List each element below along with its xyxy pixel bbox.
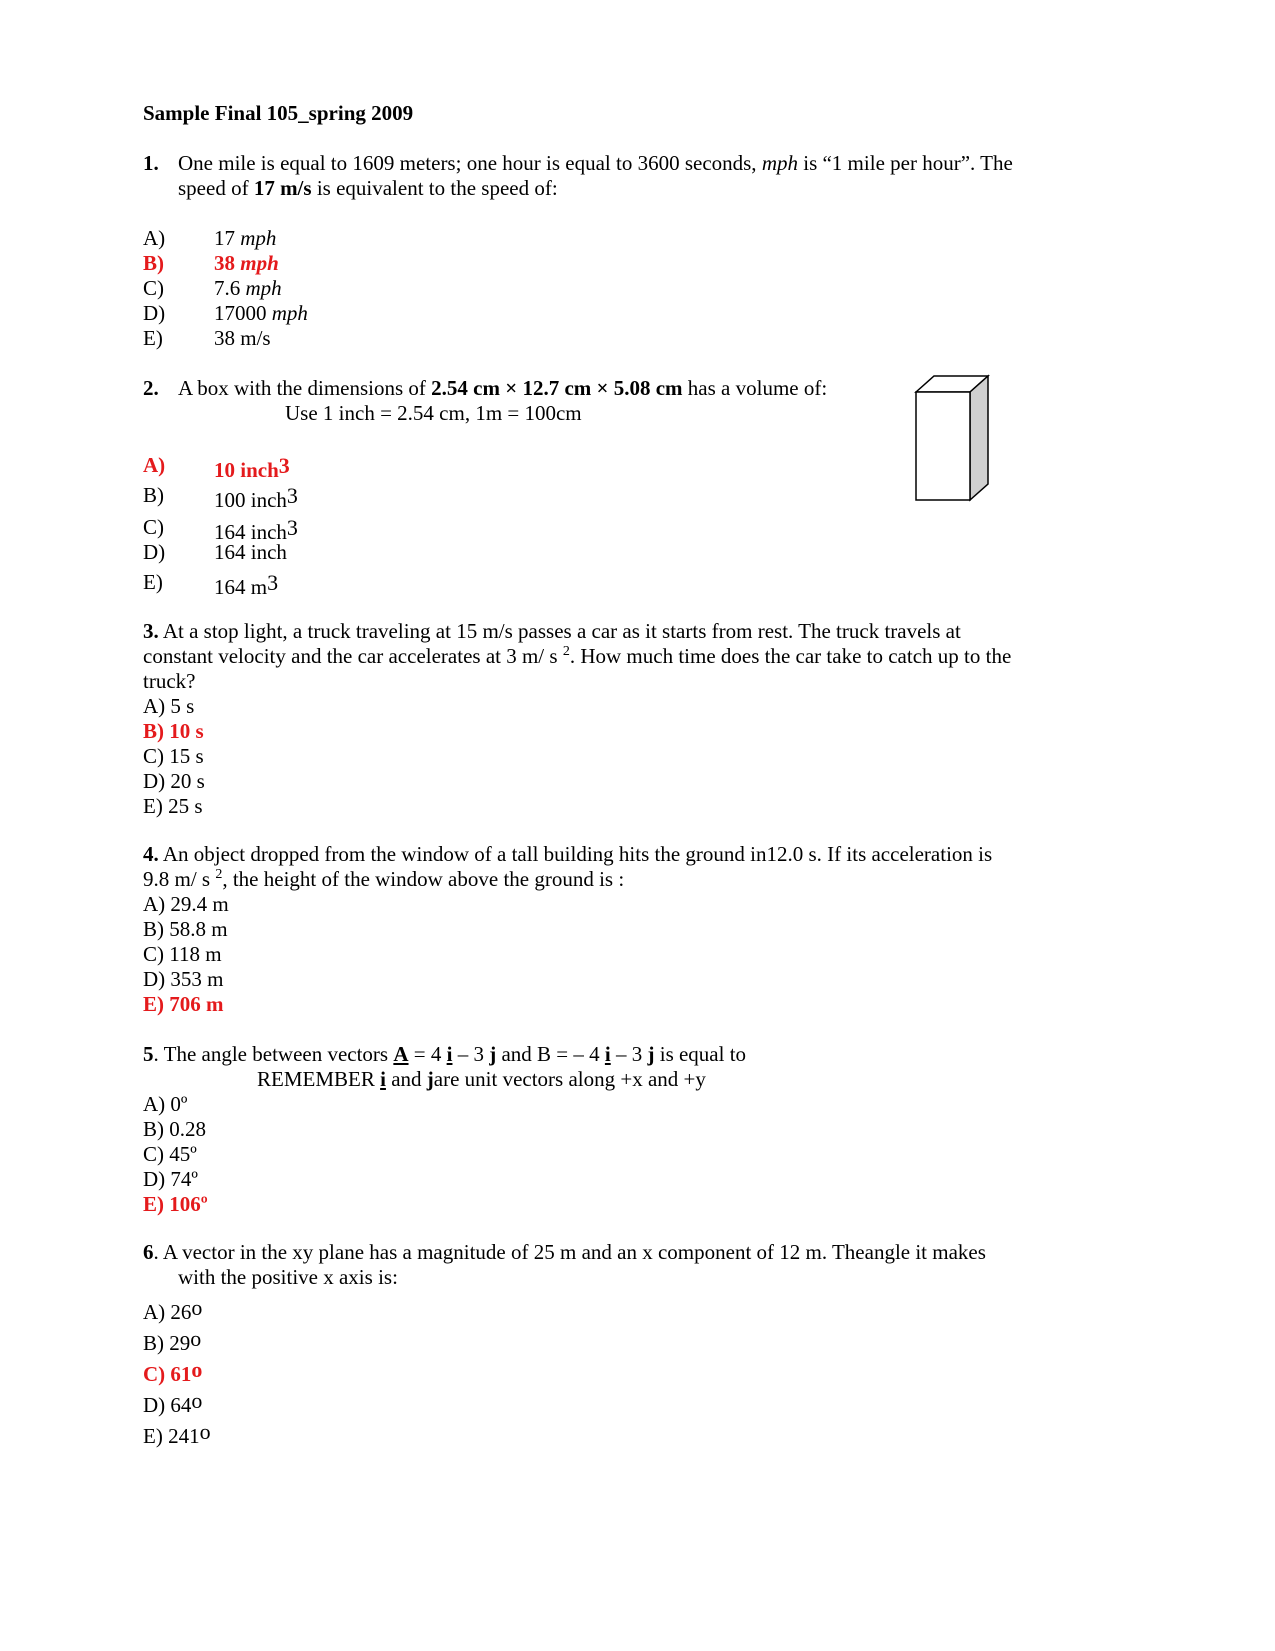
q2-hint: Use 1 inch = 2.54 cm, 1m = 100cm — [285, 401, 582, 425]
q3-option-c: C) 15 s — [143, 744, 204, 768]
q4-text-line1: 4. An object dropped from the window of a tall building hits the ground in12.0 s. If its acceleration is — [143, 842, 993, 866]
q6-text-line1: 6. A vector in the xy plane has a magnitude of 25 m and an x component of 12 m. Theangle it makes — [143, 1240, 986, 1264]
q1-number: 1. — [143, 151, 159, 175]
q3-text-line3: truck? — [143, 669, 196, 693]
q3-option-b-answer: B) 10 s — [143, 719, 204, 743]
q5-option-e-answer: E) 106º — [143, 1192, 208, 1216]
q2-option-a-answer: A) 10 inch3 — [143, 453, 290, 482]
q3-option-d: D) 20 s — [143, 769, 205, 793]
q6-option-a: A) 26o — [143, 1295, 203, 1324]
q2-option-c: C) 164 inch3 — [143, 515, 298, 544]
q2-number: 2. — [143, 376, 159, 400]
box-figure — [912, 372, 994, 506]
q3-text-line1: 3. At a stop light, a truck traveling at 15 m/s passes a car as it starts from rest. The truck travels at — [143, 619, 961, 643]
q6-option-b: B) 29o — [143, 1326, 202, 1355]
q2-option-e: E) 164 m3 — [143, 570, 279, 599]
q6-option-d: D) 64o — [143, 1388, 203, 1417]
q3-text-line2: constant velocity and the car accelerates at 3 m/ s $^2$. How much time does the car take to catch up to the — [143, 644, 1012, 668]
q1-option-b-answer: B) 38 mph — [143, 251, 279, 275]
q1-text-line1: One mile is equal to 1609 meters; one hour is equal to 3600 seconds, mph is “1 mile per hour”. The — [178, 151, 1013, 175]
q3-option-e: E) 25 s — [143, 794, 203, 818]
q5-option-a: A) 0º — [143, 1092, 188, 1116]
q4-option-a: A) 29.4 m — [143, 892, 229, 916]
q6-option-c-answer: C) 61o — [143, 1357, 203, 1386]
q4-option-c: C) 118 m — [143, 942, 222, 966]
q2-option-d: D) 164 inch — [143, 540, 287, 564]
q5-text-line1: 5. The angle between vectors A = 4 i – 3 j and B = – 4 i – 3 j is equal to — [143, 1042, 747, 1066]
q4-text-line2: 9.8 m/ s $^2$, the height of the window above the ground is : — [143, 867, 625, 891]
box-front-face — [916, 392, 970, 500]
q2-text-line1: A box with the dimensions of 2.54 cm × 12.7 cm × 5.08 cm has a volume of: — [178, 376, 828, 400]
q1-option-c: C) 7.6 mph — [143, 276, 282, 300]
q5-option-c: C) 45º — [143, 1142, 197, 1166]
q3-option-a: A) 5 s — [143, 694, 195, 718]
q4-option-e-answer: E) 706 m — [143, 992, 224, 1016]
q1-option-e: E) 38 m/s — [143, 326, 271, 350]
box-side-face — [970, 376, 988, 500]
q5-remember: REMEMBER i and jare unit vectors along +x and +y — [257, 1067, 706, 1091]
q2-option-b: B) 100 inch3 — [143, 483, 298, 512]
q1-text-line2: speed of 17 m/s is equivalent to the speed of: — [178, 176, 558, 200]
q1-option-d: D) 17000 mph — [143, 301, 308, 325]
q4-option-d: D) 353 m — [143, 967, 224, 991]
q6-option-e: E) 241o — [143, 1419, 211, 1448]
q6-text-line2: with the positive x axis is: — [178, 1265, 398, 1289]
q5-option-d: D) 74º — [143, 1167, 198, 1191]
q4-option-b: B) 58.8 m — [143, 917, 228, 941]
q1-option-a: A) 17 mph — [143, 226, 277, 250]
page-title: Sample Final 105_spring 2009 — [143, 101, 414, 125]
q5-option-b: B) 0.28 — [143, 1117, 206, 1141]
